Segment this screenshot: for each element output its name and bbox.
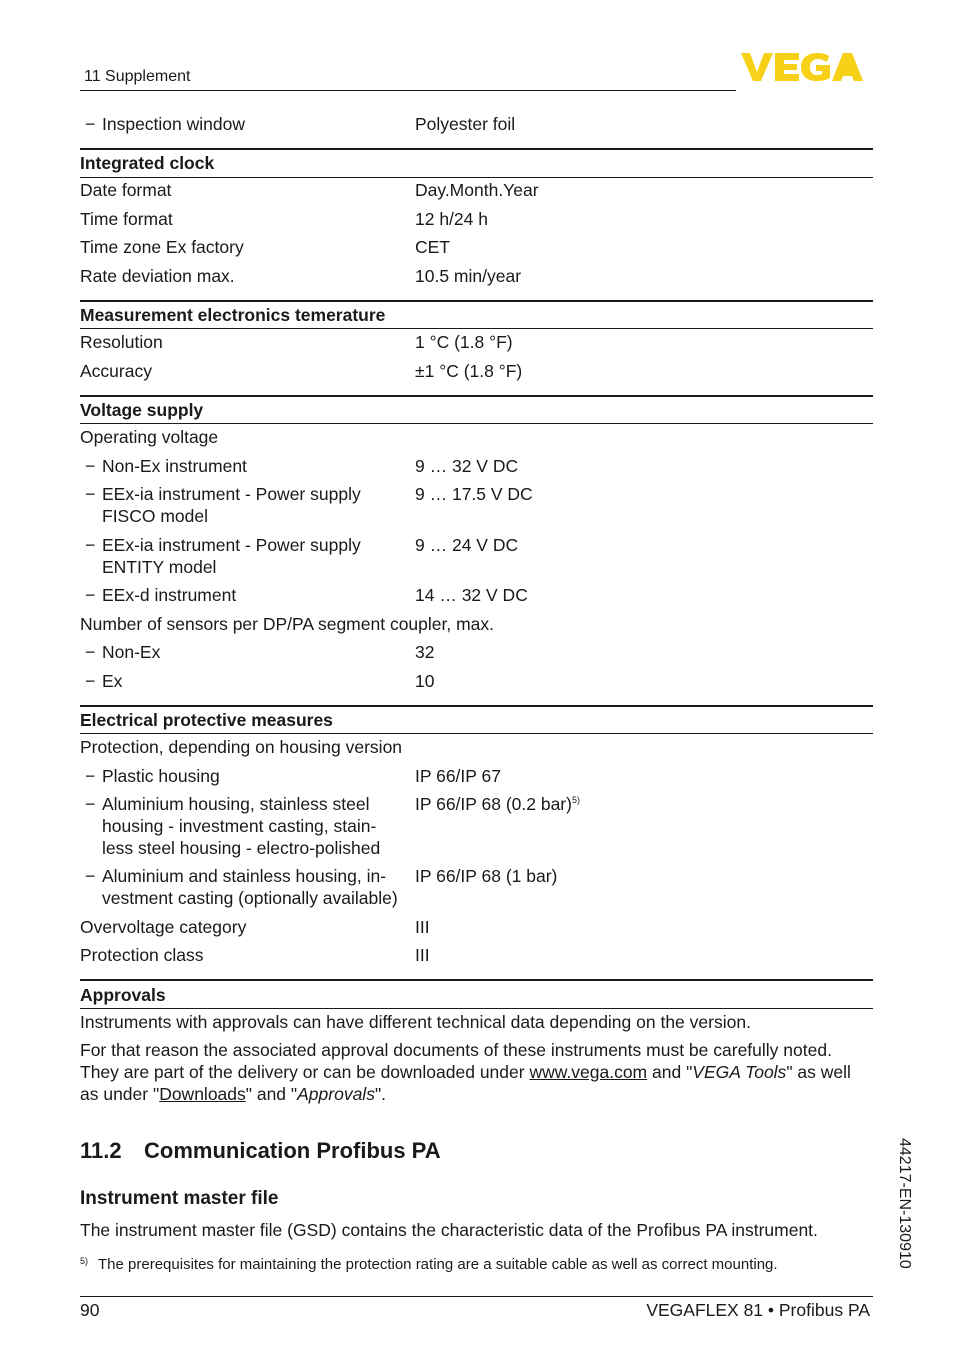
downloads-link[interactable]: Downloads (159, 1084, 246, 1104)
approvals-title: Approvals (80, 985, 166, 1005)
footnote-ref: 5) (571, 795, 580, 806)
section-rule (80, 328, 873, 329)
approvals-paragraph-2: For that reason the associated approval documents of these instruments must be carefully noted. They are part of the delivery or can be downloaded under www.vega.com and "VEGA Tools" as well as under "Downloads" and "Approvals". (80, 1040, 851, 1104)
page-number: 90 (80, 1300, 100, 1320)
integrated-clock-title: Integrated clock (80, 153, 215, 173)
section-heading: 11.2 Communication Profibus PA (80, 1138, 441, 1163)
gsd-paragraph: The instrument master file (GSD) contains the characteristic data of the Profibus PA instrument. (80, 1220, 818, 1240)
section-rule (80, 705, 873, 707)
header-section: 11 Supplement (84, 68, 191, 85)
footer-divider (80, 1296, 873, 1297)
protective-title: Electrical protective measures (80, 710, 333, 730)
voltage-title: Voltage supply (80, 400, 204, 420)
approvals-paragraph-1: Instruments with approvals can have different technical data depending on the version. (80, 1012, 751, 1032)
footnote: $^{5)}$ The prerequisites for maintaining the protection rating are a suitable cable as well as correct mounting. (80, 1256, 778, 1273)
subsection-heading: Instrument master file (80, 1188, 279, 1209)
row-value: Polyester foil (415, 114, 516, 134)
document-id: 44217-EN-130910 (896, 1138, 913, 1269)
section-rule (80, 979, 873, 981)
meas-temp-title: Measurement electronics temerature (80, 305, 386, 325)
section-rule (80, 1008, 873, 1009)
vega-website-link[interactable]: www.vega.com (529, 1062, 648, 1082)
row-label: Inspection window (102, 114, 245, 134)
vega-logo (741, 52, 872, 82)
section-rule (80, 177, 873, 178)
product-name: VEGAFLEX 81 • Profibus PA (646, 1300, 870, 1320)
section-rule (80, 300, 873, 302)
section-rule (80, 733, 873, 734)
section-rule (80, 395, 873, 397)
section-rule (80, 423, 873, 424)
header-divider (80, 90, 736, 91)
section-rule (80, 148, 873, 150)
